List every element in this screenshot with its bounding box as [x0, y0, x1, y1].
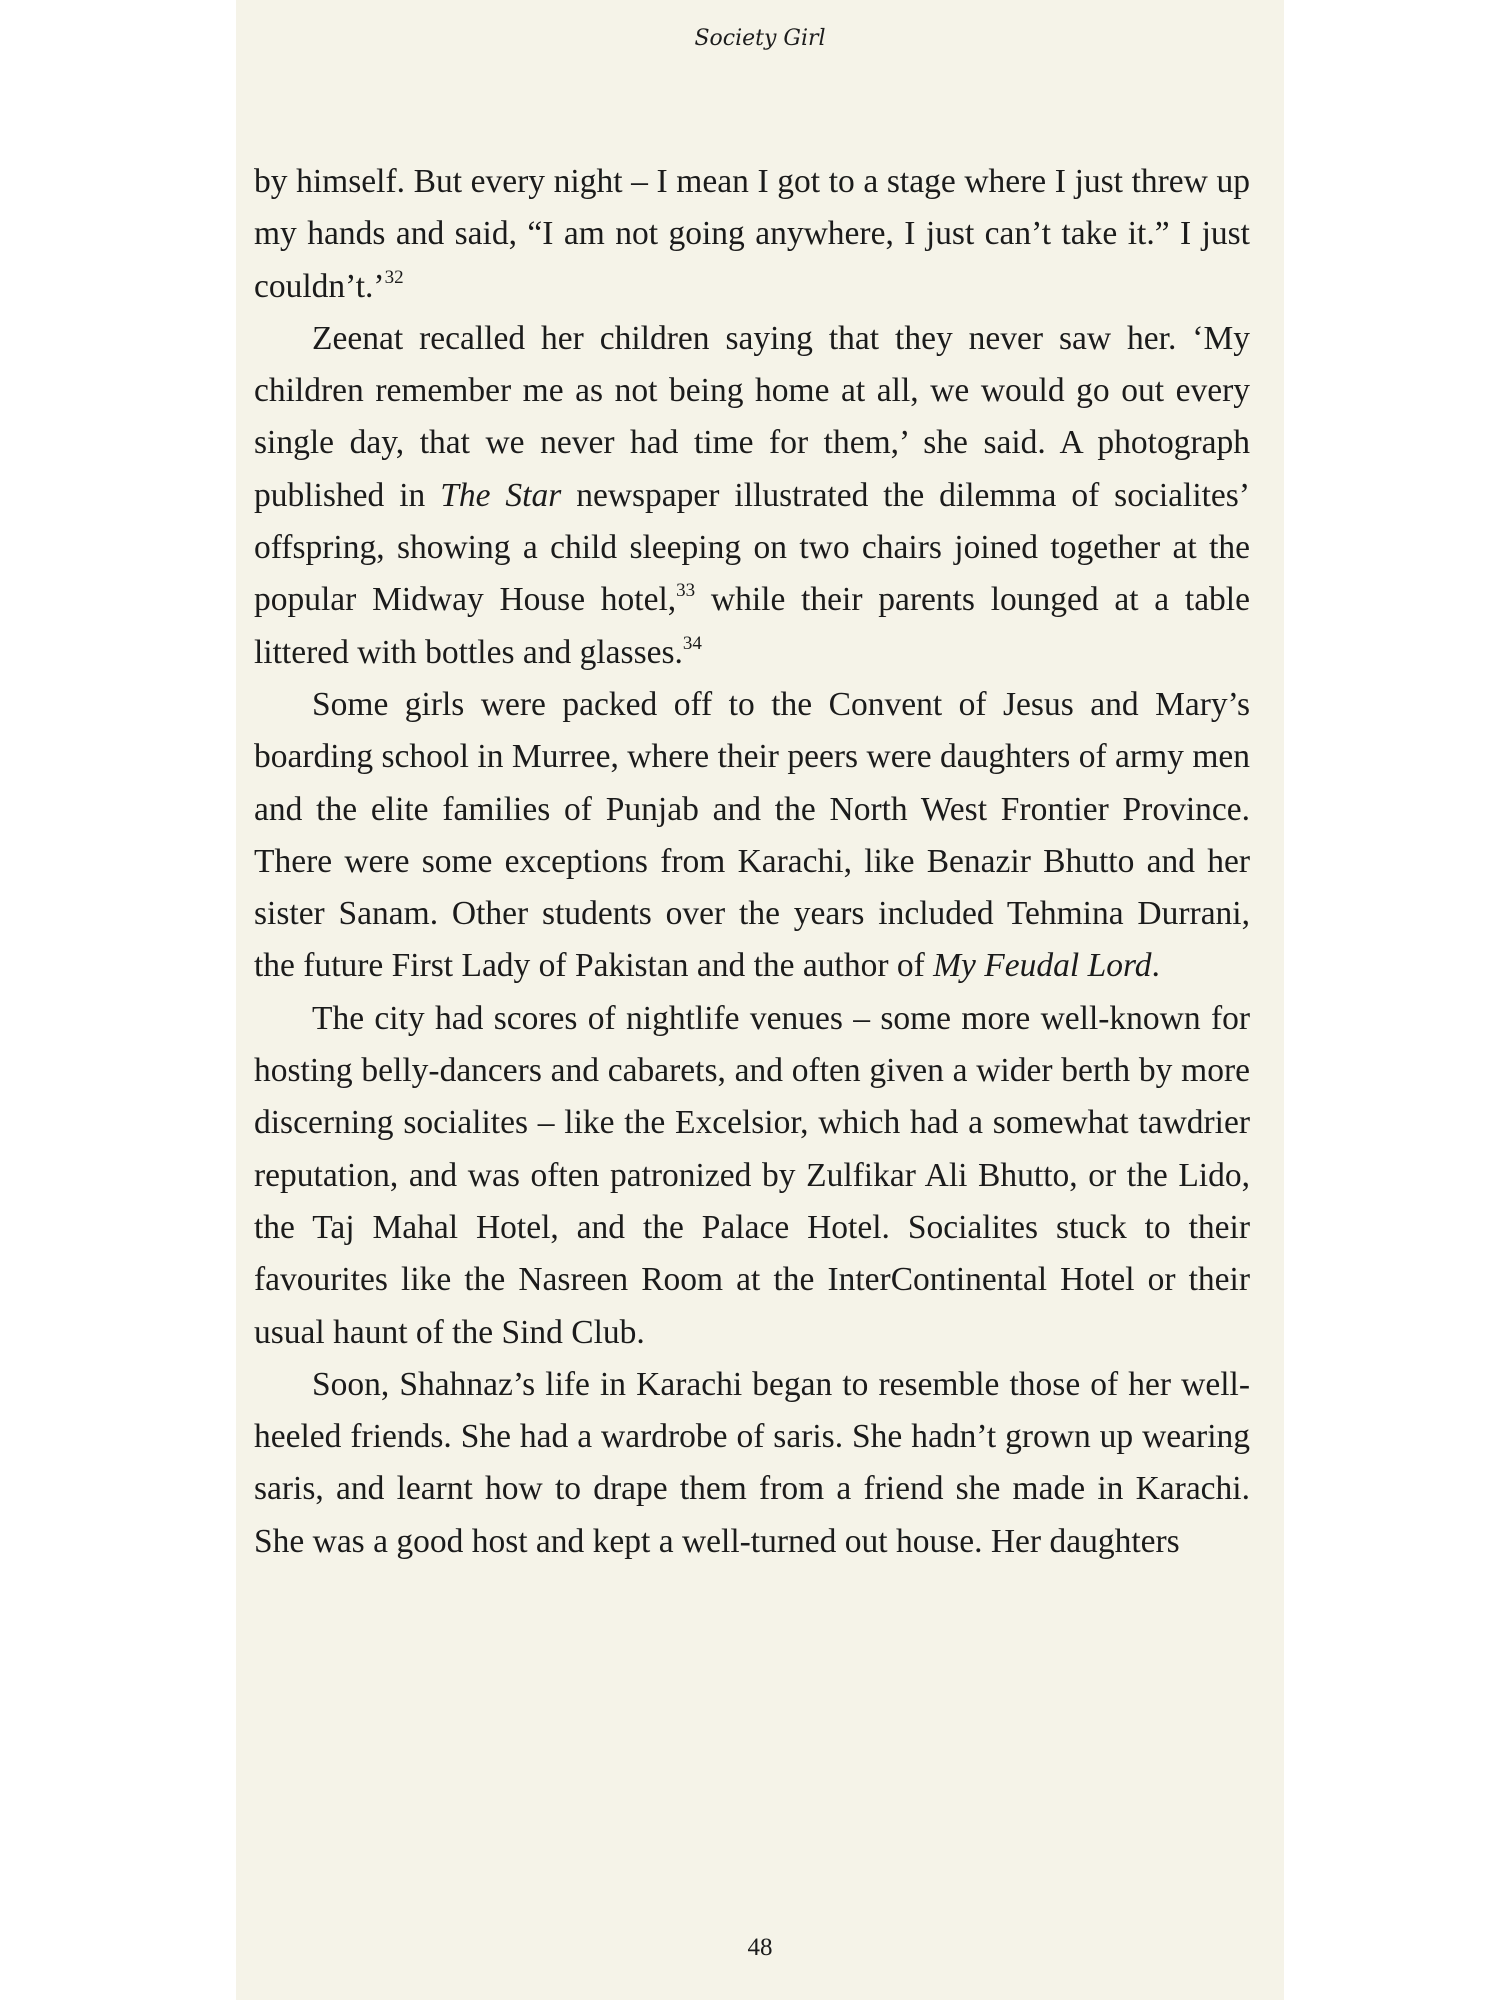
footnote-marker: 34	[682, 632, 702, 654]
paragraph-5	[254, 1359, 1250, 1568]
paragraph-2	[254, 313, 1250, 679]
paragraph-text: .	[1151, 947, 1160, 985]
publication-title: The Star	[440, 476, 562, 514]
paragraph-3	[254, 679, 1250, 993]
paragraph-text: Soon, Shahnaz’s life in Karachi began to resemble those of her well-heeled friends. She had a wardrobe of saris. She hadn’t grown up wearing saris, and learnt how to drape them from a friend she made in Karachi. She was a good host and kept a well-turned out house. Her daughters	[254, 1365, 1250, 1560]
paragraph-text: Some girls were packed off to the Convent of Jesus and Mary’s boarding school in Murree, where their peers were daughters of army men and the elite families of Punjab and the North West Frontier Province. There were some exceptions from Karachi, like Benazir Bhutto and her sister Sanam. Other students over the years included Tehmina Durrani, the future First Lady of Pakistan and the author of	[254, 685, 1250, 985]
page-number: 48	[747, 1934, 773, 1961]
book-page	[236, 0, 1284, 2000]
footnote-marker: 33	[676, 580, 696, 602]
paragraph-text: by himself. But every night – I mean I got to a stage where I just threw up my hands and said, “I am not going anywhere, I just can’t take it.” I just couldn’t.’	[254, 163, 1250, 305]
paragraph-text: The city had scores of nightlife venues – some more well-known for hosting belly-dancers and cabarets, and often given a wider berth by more discerning socialites – like the Excelsior, which had a somewhat tawdrier reputation, and was often patronized by Zulfikar Ali Bhutto, or the Lido, the Taj Mahal Hotel, and the Palace Hotel. Socialites stuck to their favourites like the Nasreen Room at the InterContinental Hotel or their usual haunt of the Sind Club.	[254, 999, 1250, 1351]
running-header: Society Girl	[694, 26, 826, 51]
book-title: My Feudal Lord	[933, 947, 1152, 985]
paragraph-text: newspaper illustrated the dilemma of socialites’ offspring, showing a child sleeping on two chairs joined together at the popular Midway House hotel,	[254, 476, 1250, 619]
paragraph-text: Zeenat recalled her children saying that they never saw her. ‘My children remember me as not being home at all, we would go out every single day, that we never had time for them,’ she said. A photograph published in	[254, 319, 1250, 514]
footnote-marker: 32	[384, 266, 404, 288]
paragraph-text: while their parents lounged at a table littered with bottles and glasses.	[254, 581, 1250, 671]
paragraph-1	[254, 156, 1250, 313]
paragraph-4	[254, 993, 1250, 1359]
body-text	[254, 156, 1250, 1568]
